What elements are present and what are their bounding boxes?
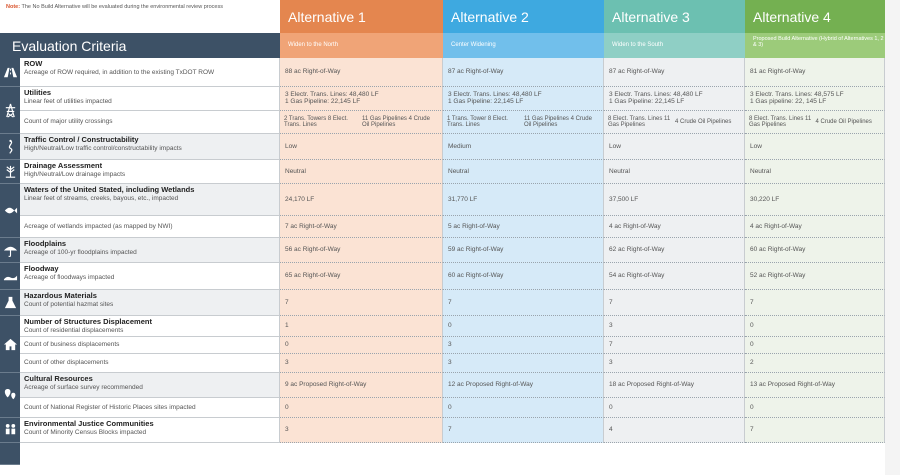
criterion-desc: High/Neutral/Low drainage impacts (24, 170, 126, 178)
floodway-icon (0, 263, 20, 290)
criterion-desc: Count of potential hazmat sites (24, 300, 114, 308)
criterion-desc: Acreage of surface survey recommended (24, 383, 143, 391)
cell: 81 ac Right-of-Way (745, 58, 885, 87)
criterion-desc: Acreage of floodways impacted (24, 273, 115, 281)
criterion-wetlands: Acreage of wetlands impacted (as mapped by NWI) (20, 216, 280, 238)
cell: 0 (280, 398, 443, 418)
cell: 52 ac Right-of-Way (745, 263, 885, 290)
traffic-cone-icon (0, 134, 20, 160)
criteria-header: Evaluation Criteria (0, 33, 280, 58)
criterion-traffic (20, 134, 280, 160)
alt2-desc: Center Widening (443, 33, 604, 58)
cell: 30,220 LF (745, 184, 885, 216)
criterion-desc: High/Neutral/Low traffic control/constructability impacts (24, 144, 182, 152)
criterion-desc: Acreage of ROW required, in addition to the existing TxDOT ROW (24, 68, 215, 76)
cell: 0 (604, 398, 745, 418)
cell: 0 (745, 337, 885, 354)
cell: 1 (280, 316, 443, 337)
cell: 3 (604, 354, 745, 373)
cell: 18 ac Proposed Right-of-Way (604, 373, 745, 398)
alt2-header: Alternative 2 (443, 0, 604, 33)
cell: 13 ac Proposed Right-of-Way (745, 373, 885, 398)
alt3-desc: Widen to the South (604, 33, 745, 58)
cell: Neutral (604, 160, 745, 184)
criterion-floodplains (20, 238, 280, 263)
criterion-desc: Linear feet of streams, creeks, bayous, etc., impacted (24, 194, 179, 202)
cell: 87 ac Right-of-Way (604, 58, 745, 87)
cell: 60 ac Right-of-Way (443, 263, 604, 290)
house-icon (0, 316, 20, 373)
criterion-utilities (20, 87, 280, 111)
cell: Low (604, 134, 745, 160)
cell: 3 (443, 354, 604, 373)
cell: 7 ac Right-of-Way (280, 216, 443, 238)
note-text: The No Build Alternative will be evaluated during the environmental review process (21, 4, 223, 10)
criterion-desc: Acreage of 100-yr floodplains impacted (24, 248, 137, 256)
criterion-title: Environmental Justice Communities (24, 419, 154, 428)
cell: 60 ac Right-of-Way (745, 238, 885, 263)
umbrella-icon (0, 238, 20, 263)
alt1-header: Alternative 1 (280, 0, 443, 33)
cell: Low (745, 134, 885, 160)
road-icon (0, 58, 20, 87)
cell: 2 (745, 354, 885, 373)
criterion-crossings: Count of major utility crossings (20, 111, 280, 134)
cell: 8 Elect. Trans. Lines 11 Gas Pipelines 4 Crude Oil Pipelines (745, 111, 885, 134)
location-pin-icon (0, 373, 20, 418)
cell: 4 ac Right-of-Way (745, 216, 885, 238)
cell: 0 (443, 316, 604, 337)
criterion-business: Count of business displacements (20, 337, 280, 354)
cell: 9 ac Proposed Right-of-Way (280, 373, 443, 398)
cell: 3 Electr. Trans. Lines: 48,575 LF 1 Gas pipeline: 22, 145 LF (745, 87, 885, 111)
fish-icon (0, 184, 20, 238)
criterion-desc: Count of Minority Census Blocks impacted (24, 428, 147, 436)
cell: 3 Electr. Trans. Lines: 48,480 LF 1 Gas Pipeline: 22,145 LF (280, 87, 443, 111)
note-prefix: Note: (6, 4, 21, 10)
cell: 0 (443, 398, 604, 418)
criterion-title: Floodplains (24, 239, 67, 248)
criterion-title: Number of Structures Displacement (24, 317, 152, 326)
cell: 7 (745, 290, 885, 316)
criterion-nrhp: Count of National Register of Historic Places sites impacted (20, 398, 280, 418)
cell: 54 ac Right-of-Way (604, 263, 745, 290)
cell: 0 (745, 398, 885, 418)
cell: 7 (604, 290, 745, 316)
cell: 87 ac Right-of-Way (443, 58, 604, 87)
note (0, 0, 280, 33)
criterion-cultural (20, 373, 280, 398)
cell: 3 (443, 337, 604, 354)
cell: Low (280, 134, 443, 160)
alt1-desc: Widen to the North (280, 33, 443, 58)
cell: 3 Electr. Trans. Lines: 48,480 LF 1 Gas Pipeline: 22,145 LF (604, 87, 745, 111)
criterion-row (20, 58, 280, 87)
hazmat-icon (0, 290, 20, 316)
cell: 7 (604, 337, 745, 354)
utility-tower-icon (0, 87, 20, 134)
cell: 3 (280, 418, 443, 443)
criterion-title: Floodway (24, 264, 59, 273)
cell: 62 ac Right-of-Way (604, 238, 745, 263)
cell: 8 Elect. Trans. Lines 11 Gas Pipelines 4 Crude Oil Pipelines (604, 111, 745, 134)
drainage-icon (0, 160, 20, 184)
cell: 3 (280, 354, 443, 373)
cell: 1 Trans. Tower 8 Elect. Trans. Lines 11 Gas Pipelines 4 Crude Oil Pipelines (443, 111, 604, 134)
cell: 3 Electr. Trans. Lines: 48,480 LF 1 Gas Pipeline: 22,145 LF (443, 87, 604, 111)
criterion-structures (20, 316, 280, 337)
criterion-floodway (20, 263, 280, 290)
alt3-header: Alternative 3 (604, 0, 745, 33)
cell: 7 (745, 418, 885, 443)
cell: Neutral (280, 160, 443, 184)
criterion-title: Cultural Resources (24, 374, 93, 383)
criterion-waters (20, 184, 280, 216)
alt4-header: Alternative 4 (745, 0, 885, 33)
right-gutter (885, 0, 900, 475)
cell: 3 (604, 316, 745, 337)
cell: Neutral (443, 160, 604, 184)
cell: 0 (280, 337, 443, 354)
criterion-hazmat (20, 290, 280, 316)
cell: 4 ac Right-of-Way (604, 216, 745, 238)
cell: 4 (604, 418, 745, 443)
cell: 37,500 LF (604, 184, 745, 216)
criterion-title: Traffic Control / Constructability (24, 135, 139, 144)
cell: 56 ac Right-of-Way (280, 238, 443, 263)
criterion-other: Count of other displacements (20, 354, 280, 373)
criterion-ej (20, 418, 280, 443)
criterion-title: ROW (24, 59, 43, 68)
criterion-drainage (20, 160, 280, 184)
cell: 7 (443, 418, 604, 443)
cell: 5 ac Right-of-Way (443, 216, 604, 238)
cell: 0 (745, 316, 885, 337)
cell: 65 ac Right-of-Way (280, 263, 443, 290)
cell: Neutral (745, 160, 885, 184)
criterion-title: Drainage Assessment (24, 161, 103, 170)
cell: 2 Trans. Towers 8 Elect. Trans. Lines 11 Gas Pipelines 4 Crude Oil Pipelines (280, 111, 443, 134)
cell: 31,770 LF (443, 184, 604, 216)
cell: 7 (280, 290, 443, 316)
cell: 88 ac Right-of-Way (280, 58, 443, 87)
alt4-desc: Proposed Build Alternative (Hybrid of Alternatives 1, 2 & 3) (745, 33, 885, 58)
criterion-desc: Count of residential displacements (24, 326, 124, 334)
criterion-desc: Linear feet of utilities impacted (24, 97, 112, 105)
cell: 59 ac Right-of-Way (443, 238, 604, 263)
cell: 7 (443, 290, 604, 316)
cell: 24,170 LF (280, 184, 443, 216)
icon-spacer (0, 443, 20, 465)
cell: 12 ac Proposed Right-of-Way (443, 373, 604, 398)
people-icon (0, 418, 20, 443)
criterion-title: Utilities (24, 88, 52, 97)
criterion-title: Hazardous Materials (24, 291, 97, 300)
cell: Medium (443, 134, 604, 160)
criterion-title: Waters of the United Stated, including Wetlands (24, 185, 195, 194)
